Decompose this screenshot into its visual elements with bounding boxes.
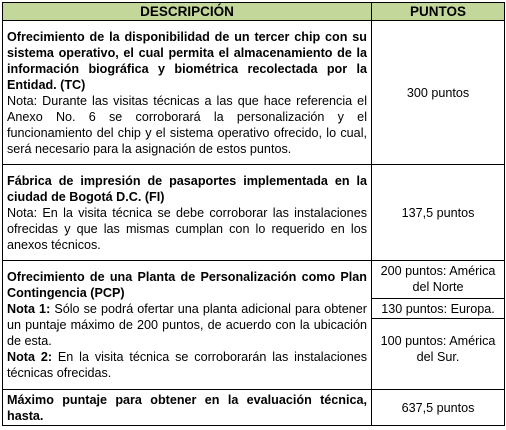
row-note: Nota: En la visita técnica se debe corroborar las instalaciones ofrecidas y que las mismas cumplan con lo requerido en los anexos técnicos.: [7, 205, 367, 252]
header-row: [3, 3, 505, 21]
row-points: 137,5 puntos: [372, 165, 505, 261]
note1-text: Sólo se podrá ofertar una planta adicional para obtener un puntaje máximo de 200 puntos, de acuerdo con la ubicación de esta.: [7, 302, 368, 348]
note1-label: Nota 1:: [7, 302, 51, 316]
header-description: DESCRIPCIÓN: [3, 3, 372, 21]
table-row: [3, 390, 505, 426]
table-row: [3, 261, 505, 390]
table-row: [3, 21, 505, 165]
row-description: [3, 165, 372, 261]
scoring-table: [2, 2, 505, 426]
note2-text: En la visita técnica se corroborarán las instalaciones técnicas ofrecidas.: [7, 350, 367, 380]
table-row: [3, 165, 505, 261]
row-note: Nota: Durante las visitas técnicas a las que hace referencia el Anexo No. 6 se corroborará la personalización y el funcionamiento del chip y el sistema operativo ofrecido, lo cual, será necesario para la asignación de estos puntos.: [7, 93, 367, 156]
points-europe: 130 puntos: Europa.: [372, 299, 504, 319]
note2-label: Nota 2:: [7, 350, 53, 364]
row-title: Fábrica de impresión de pasaportes implementada en la ciudad de Bogotá D.C. (FI): [7, 173, 367, 204]
row-points: 300 puntos: [372, 21, 505, 165]
row-description: [3, 21, 372, 165]
header-points: PUNTOS: [372, 3, 505, 21]
row-title: Ofrecimiento de una Planta de Personalización como Plan Contingencia (PCP): [7, 270, 367, 300]
row-title: Ofrecimiento de la disponibilidad de un tercer chip con su sistema operativo, el cual permita el almacenamiento de la información biográfica y biométrica recolectada por la Entidad. (TC): [7, 29, 367, 92]
row-description: [3, 261, 372, 390]
row-description: Máximo puntaje para obtener en la evaluación técnica, hasta.: [3, 390, 372, 426]
row-points-group: [372, 261, 505, 390]
row-points: 637,5 puntos: [372, 390, 505, 426]
points-north-america: 200 puntos: América del Norte: [372, 261, 504, 299]
points-south-america: 100 puntos: América del Sur.: [380, 334, 496, 364]
